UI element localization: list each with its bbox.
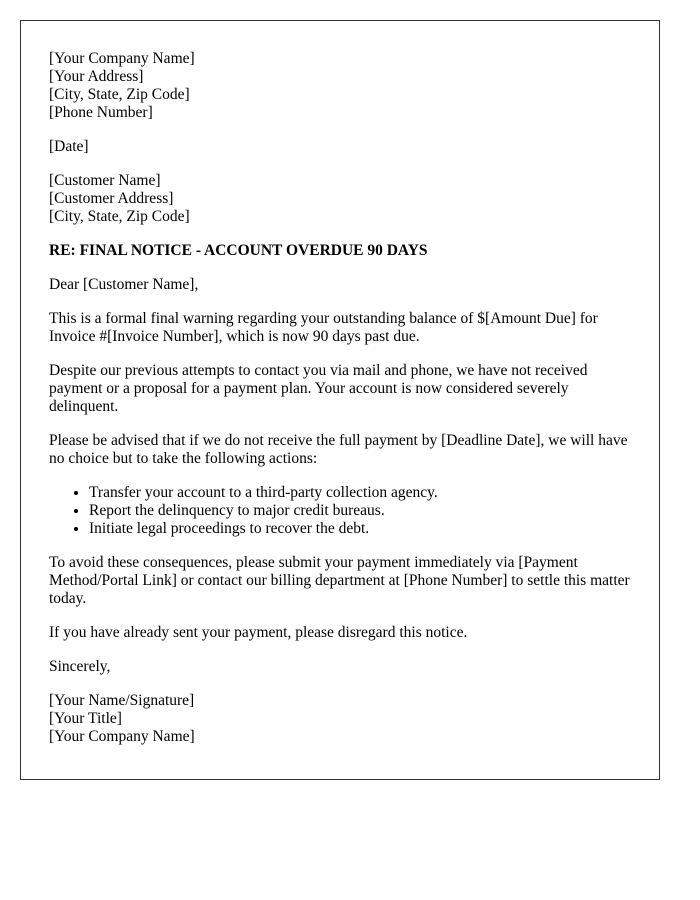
paragraph-warning: Please be advised that if we do not receive the full payment by [Deadline Date], we will have no choice but to take the following actions:: [49, 432, 628, 467]
paragraph-payment-instructions: To avoid these consequences, please submit your payment immediately via [Payment Method/Portal Link] or contact our billing department at [Phone Number] to settle this matter today.: [49, 554, 630, 607]
letter-date: [Date]: [49, 138, 89, 155]
paragraph-disregard: If you have already sent your payment, please disregard this notice.: [49, 624, 468, 641]
paragraph-balance: This is a formal final warning regarding your outstanding balance of $[Amount Due] for Invoice #[Invoice Number], which is now 90 days past due.: [49, 310, 598, 345]
signature-block: [49, 692, 631, 746]
actions-list: [49, 484, 631, 538]
subject-line: RE: FINAL NOTICE - ACCOUNT OVERDUE 90 DAYS: [49, 242, 428, 259]
date-block: [49, 138, 631, 156]
sender-phone: [Phone Number]: [49, 104, 153, 121]
sender-block: [49, 50, 631, 122]
sender-address: [Your Address]: [49, 68, 144, 85]
letter: [20, 20, 660, 780]
paragraph-delinquent: Despite our previous attempts to contact you via mail and phone, we have not received payment or a proposal for a payment plan. Your account is now considered severely delinquent.: [49, 362, 588, 415]
signature-title: [Your Title]: [49, 710, 122, 727]
sender-city-state-zip: [City, State, Zip Code]: [49, 86, 190, 103]
recipient-city-state-zip: [City, State, Zip Code]: [49, 208, 190, 225]
signature-company: [Your Company Name]: [49, 728, 195, 745]
salutation: Dear [Customer Name],: [49, 276, 199, 293]
sender-company: [Your Company Name]: [49, 50, 195, 67]
signature-name: [Your Name/Signature]: [49, 692, 195, 709]
list-item: • Transfer your account to a third-party collection agency.: [89, 484, 631, 502]
list-item: • Initiate legal proceedings to recover the debt.: [89, 520, 631, 538]
recipient-name: [Customer Name]: [49, 172, 161, 189]
recipient-address: [Customer Address]: [49, 190, 174, 207]
signoff: Sincerely,: [49, 658, 111, 675]
list-item: • Report the delinquency to major credit bureaus.: [89, 502, 631, 520]
recipient-block: [49, 172, 631, 226]
